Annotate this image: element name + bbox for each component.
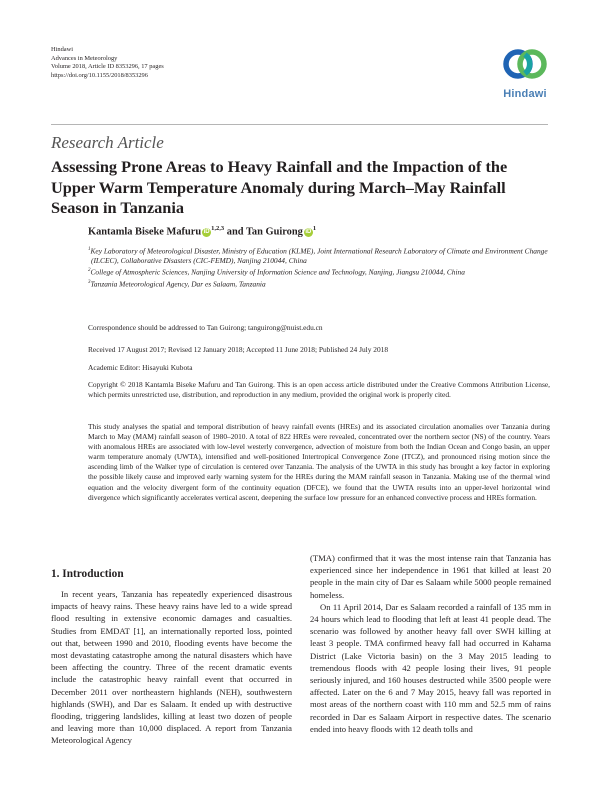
- publisher-name: Hindawi: [51, 46, 74, 53]
- body-column-left: [51, 588, 292, 747]
- affiliation-text: Key Laboratory of Meteorological Disaster, Ministry of Education (KLME), Joint International Research Laboratory of Climate and Environment Change (ILCEC), Collaborative Disasters (CIC-FEMD), Nanjing 210044, China: [90, 246, 548, 266]
- affiliation-text: College of Atmospheric Sciences, Nanjing University of Information Science and Technology, Nanjing, Jiangsu 210044, China: [90, 267, 465, 277]
- affiliation: [88, 266, 553, 277]
- copyright-notice: Copyright © 2018 Kantamla Biseke Mafuru and Tan Guirong. This is an open access article distributed under the Creative Commons Attribution License, which permits unrestricted use, distribution, and reproduction in any medium, provided the original work is properly cited.: [88, 380, 550, 399]
- affiliation-number: 1: [88, 247, 91, 252]
- header-rule: [51, 124, 548, 125]
- author-conjunction: and: [226, 226, 244, 238]
- author-name: Tan Guirong: [245, 226, 303, 238]
- body-column-right: [310, 552, 551, 735]
- affiliation: [88, 245, 553, 266]
- orcid-icon[interactable]: iD: [305, 229, 312, 236]
- volume-line: Volume 2018, Article ID 8353296, 17 pages: [51, 63, 164, 71]
- abstract: [88, 422, 550, 503]
- academic-editor: Academic Editor: Hisayuki Kubota: [88, 363, 193, 372]
- article-type: Research Article: [51, 133, 164, 152]
- affiliation: [88, 278, 553, 289]
- author-name: Kantamla Biseke Mafuru: [88, 226, 202, 238]
- author-affiliation-marks: 1: [312, 225, 317, 232]
- article-dates: Received 17 August 2017; Revised 12 January 2018; Accepted 11 June 2018; Published 24 July 2018: [88, 345, 389, 354]
- article-title: Assessing Prone Areas to Heavy Rainfall and the Impaction of the Upper Warm Temperature Anomaly during March–May Rainfall Season in Tanzania: [51, 157, 508, 217]
- hindawi-logo-icon: [502, 44, 548, 84]
- author-line: [88, 225, 316, 237]
- hindawi-logo-text: Hindawi: [503, 88, 547, 100]
- correspondence: Correspondence should be addressed to Tan Guirong; tanguirong@nuist.edu.cn: [88, 323, 323, 332]
- affiliation-number: 2: [88, 268, 91, 274]
- body-paragraph: On 11 April 2014, Dar es Salaam recorded a rainfall of 135 mm in 24 hours which lead to flooding that left at least 41 people dead. The scenario was followed by another heavy fall over SWH killing at least 3 people. TMA confirmed heavy fall had occurred in Kahama District (Lake Victoria basin) on the 3 May 2015 leading to tremendous floods with 42 people losing their lives, 91 people seriously injured, and 160 houses destructed while 3500 people were affected. Later on the 6 and 7 May 2015, heavy fall was reported in most areas of the northern coast with 110 mm and 52.5 mm of rains recorded in Dar es Salaam Airport in respective dates. The scenario ended into heavy floods with 12 death tolls and: [310, 601, 551, 734]
- journal-meta: [51, 46, 164, 81]
- body-paragraph: In recent years, Tanzania has repeatedly experienced disastrous impacts of heavy rains. These heavy rains have led to a wide spread flood resulting in extensive economic damages and casualties. Studies from EMDAT [1], an internationally reported loss, pointed out that, between 1990 and 2010, flooding events have become the most devastating catastrophe among the natural disasters which have been affecting the country. Three of the recent dramatic events include the catastrophic heavy rainfall event that occurred in December 2011 over northeastern highlands (NEH), southwestern highlands (SWH), and Dar es Salaam. It ended up with destructive flooding, triggering landslides, killing at least two dozen of people and leaving more than 10,000 displaced. A report from Tanzania Meteorological Agency: [51, 589, 292, 746]
- doi-link[interactable]: https://doi.org/10.1155/2018/8353296: [51, 72, 148, 80]
- affiliation-number: 3: [88, 279, 91, 285]
- affiliations: [88, 245, 553, 289]
- journal-name: Advances in Meteorology: [51, 54, 118, 62]
- body-paragraph: (TMA) confirmed that it was the most intense rain that Tanzania has experienced since her independence in 1961 that killed at least 20 people in the main city of Dar es Salaam while 5000 people remained homeless.: [310, 553, 551, 600]
- author-affiliation-marks: 1,2,3: [211, 225, 225, 232]
- affiliation-text: Tanzania Meteorological Agency, Dar es Salaam, Tanzania: [90, 279, 266, 289]
- orcid-icon[interactable]: iD: [203, 229, 210, 236]
- section-heading: 1. Introduction: [51, 568, 124, 580]
- abstract-text: This study analyses the spatial and temporal distribution of heavy rainfall events (HREs) and its associated circulation anomalies over Tanzania during March to May (MAM) rainfall season of 1980–2010. A total of 822 HREs were revealed, concentrated over the northern sector (NS) of the country. Years with anomalous HREs are associated with low-level westerly convergence, advection of moisture from both the Indian Ocean and Congo basin, an upper warm temperature anomaly (UWTA), intensified and well-positioned Intertropical Convergence Zone (ITCZ), and pronounced rising motion since the ascending limb of the Walker type of circulation is centered over Tanzania. The analysis of the UWTA in this study has brought a key factor in exploring the possible likely cause and improved early warning system for the HREs during the MAM rainfall season in Tanzania. Making use of the thermal wind equation and the velocity divergent form of the continuity equation (DFCE), we found that the UWTA results into an upper-level horizontal wind divergence which significantly accelerates vertical ascent, deepening the surface low pressure for an enhanced convective process and HREs formation.: [88, 422, 550, 502]
- hindawi-logo: [497, 44, 553, 100]
